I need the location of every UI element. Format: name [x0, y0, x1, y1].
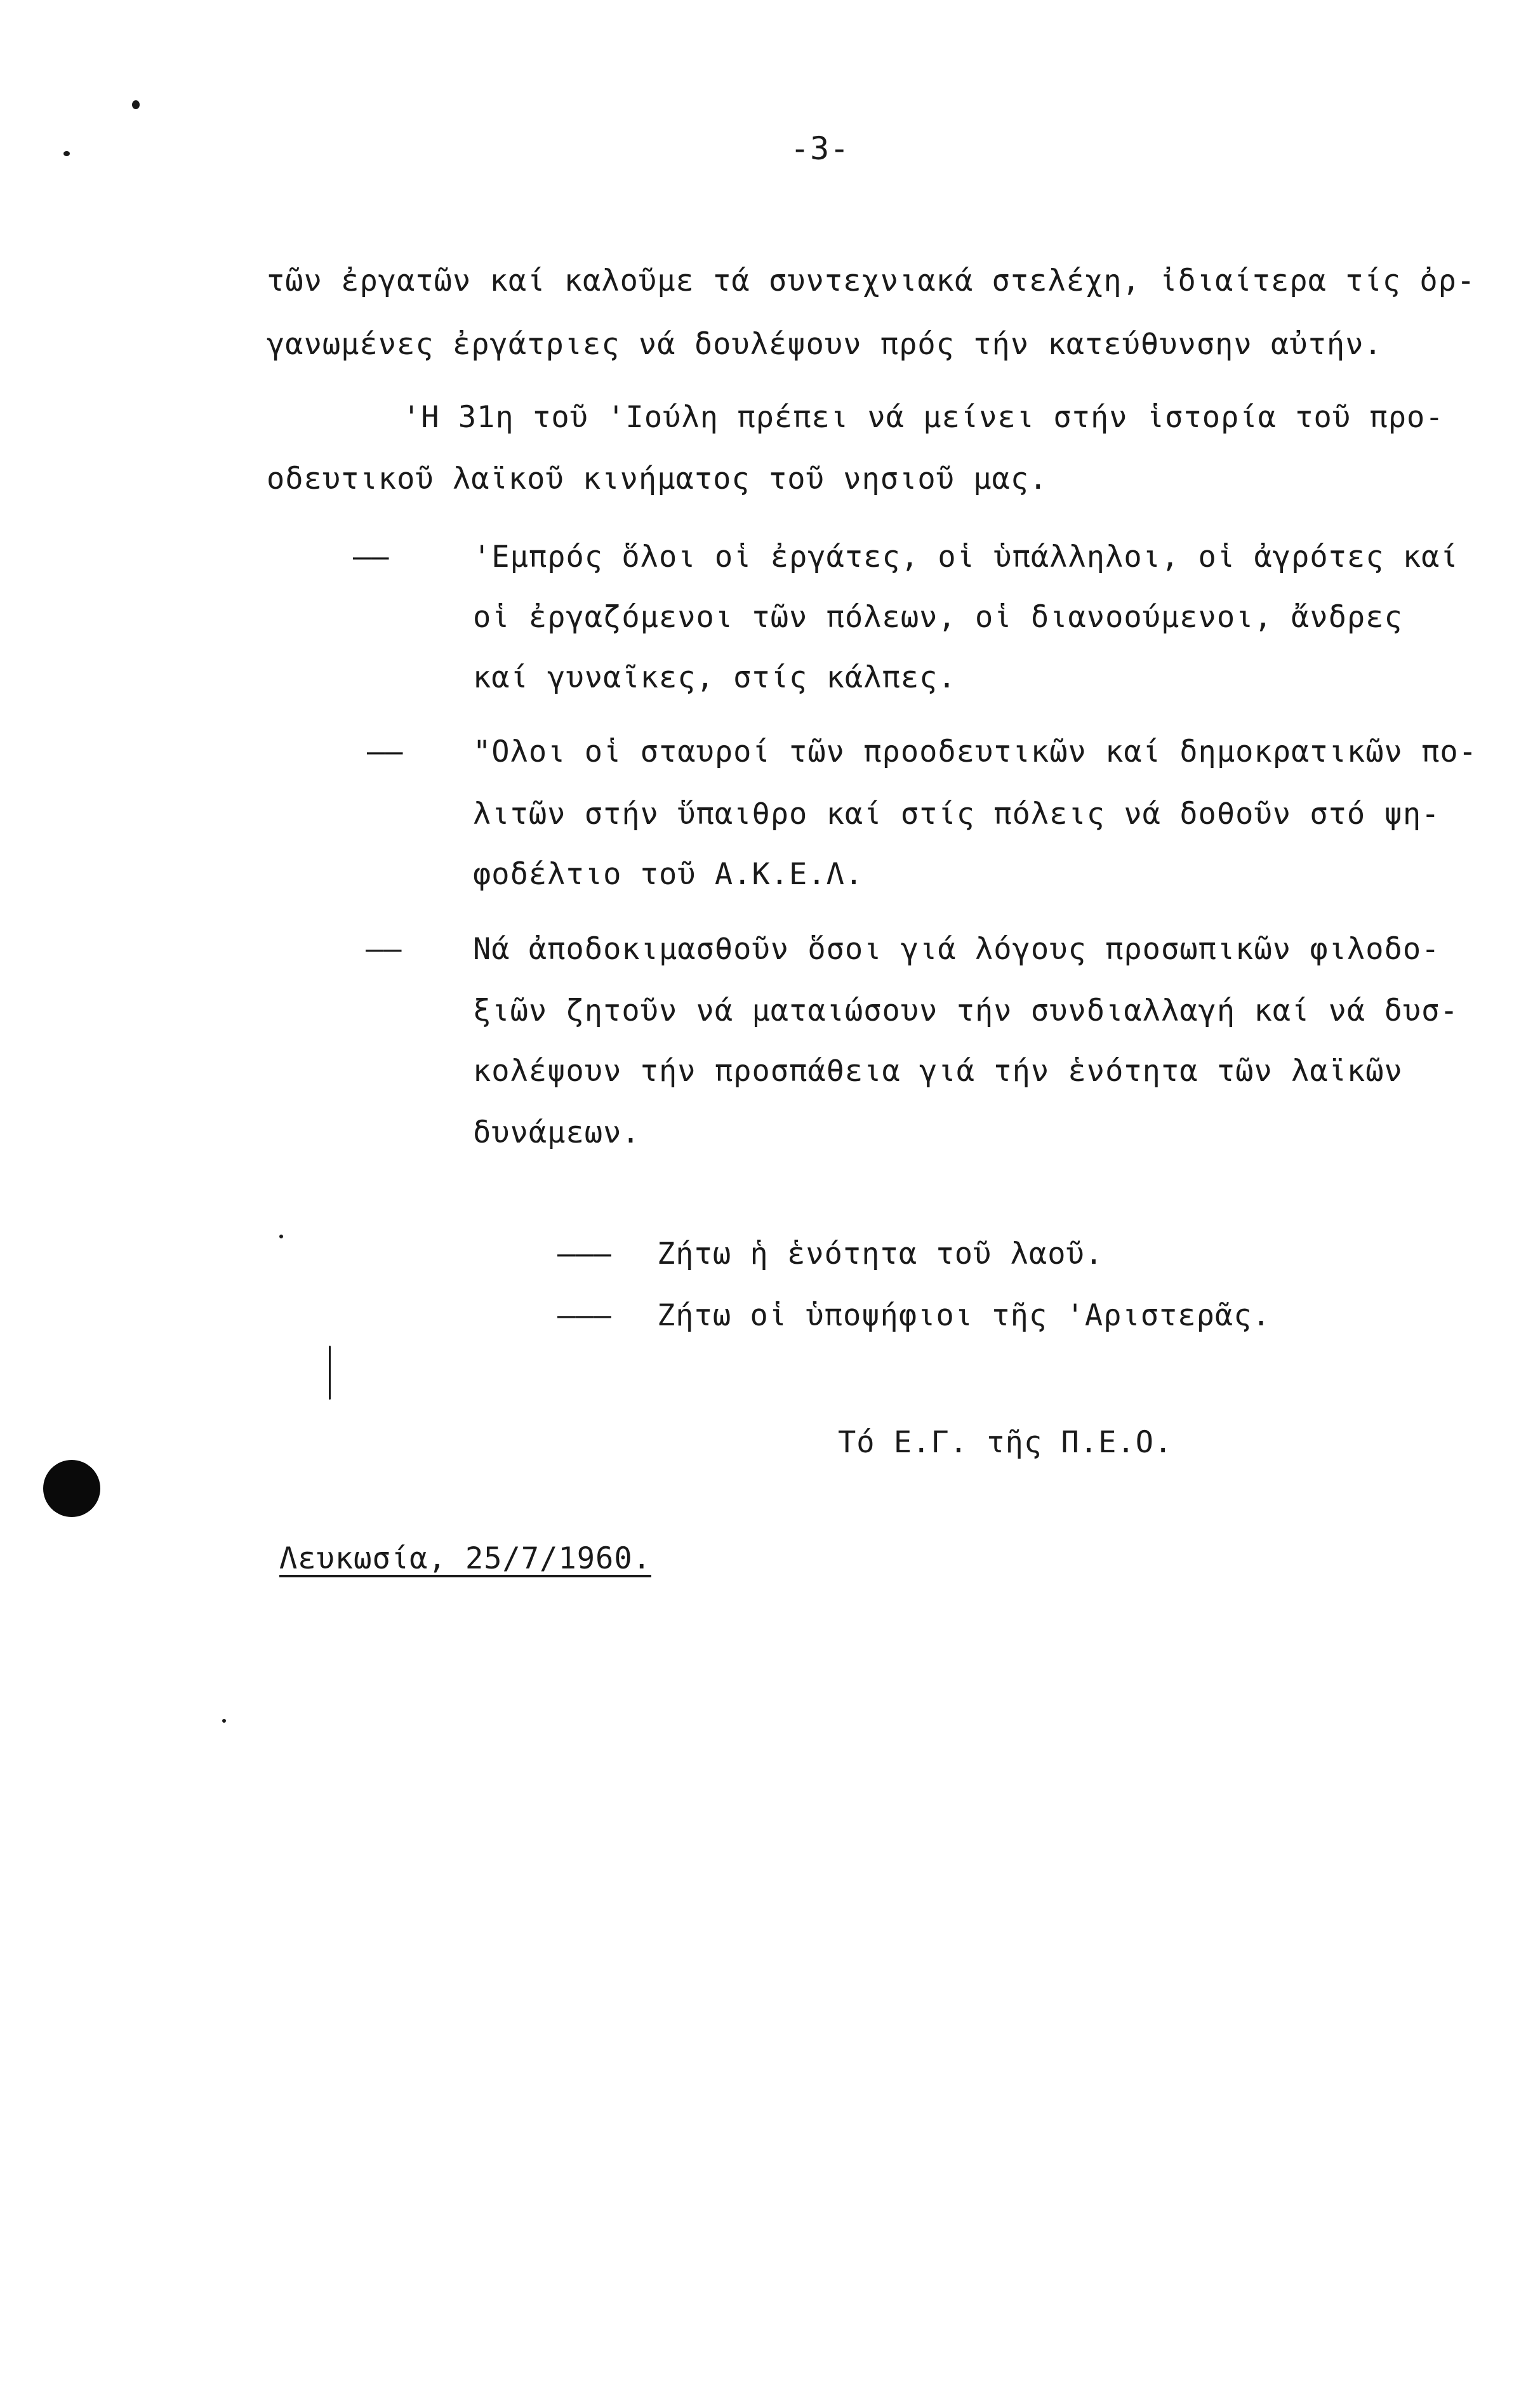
slogan-2-text: Ζήτω οἱ ὑποψήφιοι τῆς 'Αριστερᾶς. — [657, 1298, 1271, 1333]
scan-speck — [63, 151, 70, 156]
item-2-line-3: φοδέλτιο τοῦ Α.Κ.Ε.Λ. — [473, 857, 864, 892]
item-3-line-3: κολέψουν τήν προσπάθεια γιά τήν ἑνότητα τῶν λαϊκῶν — [473, 1054, 1403, 1089]
item-3-dash: —— — [366, 932, 402, 967]
punch-hole — [43, 1460, 100, 1517]
item-1-line-3: καί γυναῖκες, στίς κάλπες. — [473, 660, 957, 695]
scan-speck — [132, 100, 140, 109]
signature: Τό Ε.Γ. τῆς Π.Ε.Ο. — [838, 1425, 1173, 1460]
scan-speck — [222, 1719, 226, 1723]
scan-mark — [329, 1346, 331, 1400]
item-2-dash: —— — [367, 734, 403, 769]
intro-line-2: γανωμένες ἐργάτριες νά δουλέψουν πρός τήν κατεύθυνσην αὐτήν. — [267, 327, 1383, 362]
item-1-line-1: 'Εμπρός ὅλοι οἱ ἐργάτες, οἱ ὑπάλληλοι, οἱ ἀγρότες καί — [473, 540, 1459, 574]
slogan-1-dash: ——— — [557, 1236, 611, 1271]
date-line: Λευκωσία, 25/7/1960. — [279, 1541, 651, 1576]
item-1-line-2: οἱ ἐργαζόμενοι τῶν πόλεων, οἱ διανοούμενοι, ἄνδρες — [473, 600, 1403, 635]
item-2-line-1: "Ολοι οἱ σταυροί τῶν προοδευτικῶν καί δημοκρατικῶν πο- — [473, 734, 1478, 769]
intro-line-1: τῶν ἐργατῶν καί καλοῦμε τά συντεχνιακά στελέχη, ἰδιαίτερα τίς ὀρ- — [267, 263, 1476, 298]
item-3-line-4: δυνάμεων. — [473, 1115, 641, 1150]
page-number: -3- — [790, 130, 850, 167]
para2-line-1: 'Η 31η τοῦ 'Ιούλη πρέπει νά μείνει στήν ἱστορία τοῦ προ- — [402, 400, 1444, 435]
item-3-line-1: Νά ἀποδοκιμασθοῦν ὅσοι γιά λόγους προσωπικῶν φιλοδο- — [473, 932, 1440, 967]
item-1-dash: —— — [353, 540, 389, 574]
item-2-line-2: λιτῶν στήν ὕπαιθρο καί στίς πόλεις νά δοθοῦν στό ψη- — [473, 797, 1440, 832]
slogan-2-dash: ——— — [557, 1298, 611, 1333]
slogan-1-text: Ζήτω ἡ ἑνότητα τοῦ λαοῦ. — [657, 1236, 1104, 1271]
scan-speck — [279, 1235, 283, 1238]
item-3-line-2: ξιῶν ζητοῦν νά ματαιώσουν τήν συνδιαλλαγή καί νά δυσ- — [473, 993, 1459, 1028]
para2-line-2: οδευτικοῦ λαϊκοῦ κινήματος τοῦ νησιοῦ μας. — [267, 461, 1048, 496]
